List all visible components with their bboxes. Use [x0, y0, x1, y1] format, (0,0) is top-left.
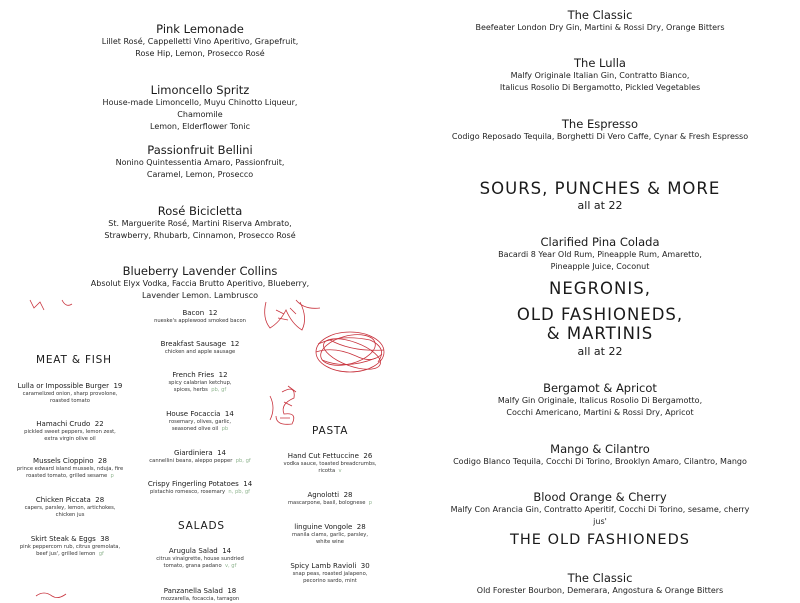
cocktail-desc: House-made Limoncello, Muyu Chinotto Liqueur, Chamomile: [102, 98, 298, 119]
menu-item-desc: manila clams, garlic, parsley,: [291, 532, 369, 538]
menu-item-desc: chicken and apple sausage: [164, 349, 236, 355]
menu-item: [135, 339, 265, 356]
cocktail-name: Bergamot & Apricot: [543, 381, 657, 395]
cocktail-desc: Codigo Blanco Tequila, Cocchi Di Torino, Brooklyn Amaro, Cilantro, Mango: [453, 457, 747, 466]
menu-item-desc: pistachio romesco, rosemary n, pb, gf: [150, 489, 250, 495]
menu-item-name: Panzanella Salad 18: [163, 587, 237, 595]
menu-item: [5, 534, 135, 558]
menu-item-name: Hand Cut Fettuccine 26: [287, 452, 373, 460]
menu-item-name: Giardiniera 14: [173, 449, 227, 457]
section-heading-pasta: PASTA: [312, 425, 349, 437]
menu-item-desc: beef jus', grilled lemon gf: [36, 551, 104, 557]
menu-item-desc: pink peppercorn rub, citrus gremolata,: [19, 544, 121, 550]
cocktail-desc: Rose Hip, Lemon, Prosecco Rosé: [135, 49, 265, 58]
cocktail-item: [85, 204, 315, 242]
cocktail-desc: Codigo Reposado Tequila, Borghetti Di Vero Caffe, Cynar & Fresh Espresso: [451, 132, 749, 141]
cocktail-desc: Strawberry, Rhubarb, Cinnamon, Prosecco Rosé: [104, 231, 296, 240]
cocktail-item: [450, 8, 750, 34]
menu-item-name: Spicy Lamb Ravioli 30: [290, 562, 370, 570]
menu-item-desc: spices, herbs pb, gf: [173, 387, 227, 393]
menu-item-desc: prince edward island mussels, nduja, fire: [16, 466, 124, 472]
menu-item-desc: roasted tomato: [50, 398, 90, 404]
section-subtitle: all at 22: [577, 199, 623, 212]
menu-item: [265, 522, 395, 546]
cocktail-desc: Absolut Elyx Vodka, Faccia Brutto Aperitivo, Blueberry,: [90, 279, 310, 288]
cocktail-name: Limoncello Spritz: [150, 83, 250, 97]
cocktail-item: [85, 264, 315, 302]
menu-item: [135, 546, 265, 570]
cocktail-name: The Espresso: [561, 117, 639, 131]
menu-item: [5, 381, 135, 405]
cocktail-item: [450, 442, 750, 468]
section-heading-cut-text: NEGRONIS,: [549, 279, 651, 298]
menu-item-desc: mozzarella, focaccia, tarragon: [160, 596, 240, 602]
menu-item: [265, 561, 395, 585]
section-heading-salads: SALADS: [178, 520, 225, 532]
menu-item-desc: pecorino sardo, mint: [303, 578, 357, 584]
cocktail-desc: Old Forester Bourbon, Demerara, Angostura & Orange Bitters: [476, 586, 724, 595]
cocktail-item: [450, 381, 750, 419]
menu-item-name: Arugula Salad 14: [168, 547, 232, 555]
cocktail-desc: Lemon, Elderflower Tonic: [150, 122, 250, 131]
menu-item-desc: nueske's applewood smoked bacon: [154, 318, 246, 324]
cocktail-desc: Nonino Quintessentia Amaro, Passionfruit,: [115, 158, 285, 167]
menu-item-name: Bacon 12: [182, 309, 218, 317]
cocktail-name: Passionfruit Bellini: [147, 143, 253, 157]
menu-item: [135, 479, 265, 496]
cocktail-item: [450, 56, 750, 94]
menu-item-name: Breakfast Sausage 12: [160, 340, 240, 348]
menu-item-desc: snap peas, roasted jalapeno,: [292, 571, 368, 577]
menu-item-name: Chicken Piccata 28: [35, 496, 105, 504]
cocktail-desc: Beefeater London Dry Gin, Martini & Rossi Dry, Orange Bitters: [475, 23, 725, 32]
cocktail-name: The Classic: [567, 8, 633, 22]
menu-item-name: House Focaccia 14: [166, 410, 234, 418]
menu-item: [135, 448, 265, 465]
section-heading-negronis-line: & MARTINIS: [546, 324, 654, 343]
menu-item-desc: spicy calabrian ketchup,: [168, 380, 232, 386]
menu-item-desc: ricotta v: [318, 468, 342, 474]
cocktail-name: Blood Orange & Cherry: [533, 490, 667, 504]
cocktail-desc: St. Marguerite Rosé, Martini Riserva Ambrato,: [108, 219, 292, 228]
food-menu-panel: [0, 300, 400, 600]
cocktail-item: [450, 571, 750, 597]
cocktail-name: The Classic: [567, 571, 633, 585]
section-heading-meat-fish: MEAT & FISH: [36, 354, 112, 366]
menu-item-name: Skirt Steak & Eggs 38: [30, 535, 110, 543]
menu-item-name: linguine Vongole 28: [294, 523, 366, 531]
cocktail-item: [450, 235, 750, 273]
cocktail-desc: Lillet Rosé, Cappelletti Vino Aperitivo, Grapefruit,: [101, 37, 299, 46]
menu-item-desc: caramelized onion, sharp provolone,: [22, 391, 118, 397]
menu-item-desc: seasoned olive oil pb: [171, 426, 229, 432]
menu-item: [135, 409, 265, 433]
cocktail-item: [450, 490, 750, 528]
menu-item: [135, 370, 265, 394]
cocktail-desc: Cocchi Americano, Martini & Rossi Dry, Apricot: [506, 408, 694, 417]
menu-item: [5, 456, 135, 480]
section-heading-cut: [450, 279, 750, 304]
cocktail-desc: Malfy Originale Italian Gin, Contratto Bianco,: [510, 71, 690, 80]
menu-item-desc: roasted tomato, grilled sesame p: [26, 473, 114, 479]
menu-item: [265, 490, 395, 507]
menu-item-name: Mussels Cioppino 28: [33, 457, 107, 465]
menu-item: [135, 586, 265, 603]
cocktail-desc: Malfy Con Arancia Gin, Contratto Aperitif, Cocchi Di Torino, sesame, cherry jus': [450, 505, 750, 526]
menu-item-desc: rosemary, olives, garlic,: [168, 419, 232, 425]
cocktail-name: The Lulla: [574, 56, 626, 70]
section-heading-negronis-line: OLD FASHIONEDS,: [516, 305, 684, 324]
menu-item-desc: extra virgin olive oil: [44, 436, 96, 442]
menu-item: [5, 419, 135, 443]
cocktail-desc: Pineapple Juice, Coconut: [550, 262, 650, 271]
menu-item: [265, 451, 395, 475]
cocktail-name: Clarified Pina Colada: [540, 235, 660, 249]
menu-item-desc: pickled sweet peppers, lemon zest,: [24, 429, 116, 435]
menu-item-desc: white wine: [315, 539, 344, 545]
menu-item: [5, 495, 135, 519]
cocktail-item: [450, 117, 750, 143]
menu-item-name: Lulla or Impossible Burger 19: [17, 382, 123, 390]
menu-item-name: French Fries 12: [172, 371, 228, 379]
cocktail-desc: Malfy Gin Originale, Italicus Rosolio Di Bergamotto,: [497, 396, 703, 405]
menu-item-desc: mascarpone, basil, bolognese p: [287, 500, 373, 506]
cocktail-desc: Italicus Rosolio Di Bergamotto, Pickled Vegetables: [499, 83, 701, 92]
menu-item-name: Crispy Fingerling Potatoes 14: [147, 480, 253, 488]
menu-item-name: Hamachi Crudo 22: [36, 420, 104, 428]
menu-item-desc: citrus vinaigrette, house sundried: [156, 556, 244, 562]
cocktail-name: Pink Lemonade: [156, 22, 244, 36]
cocktail-item: [85, 83, 315, 133]
menu-item-desc: tomato, grana padano v, gf: [163, 563, 237, 569]
menu-item-desc: capers, parsley, lemon, artichokes,: [24, 505, 116, 511]
cocktail-desc: Bacardi 8 Year Old Rum, Pineapple Rum, Amaretto,: [498, 250, 702, 259]
section-subtitle: all at 22: [577, 345, 623, 358]
menu-item-desc: vodka sauce, toasted breadcrumbs,: [283, 461, 377, 467]
menu-item-desc: chicken jus: [55, 512, 85, 518]
cocktail-name: Rosé Bicicletta: [157, 204, 243, 218]
section-heading-old-fashioneds: THE OLD FASHIONEDS: [510, 532, 690, 548]
cocktail-name: Mango & Cilantro: [550, 442, 650, 456]
cocktail-name: Blueberry Lavender Collins: [122, 264, 278, 278]
menu-item-name: Agnolotti 28: [307, 491, 353, 499]
section-heading-sours: SOURS, PUNCHES & MORE: [479, 179, 721, 198]
menu-item: [135, 308, 265, 325]
cocktail-desc: Lavender Lemon. Lambrusco: [141, 291, 259, 300]
menu-item-desc: cannellini beans, aleppo pepper pb, gf: [149, 458, 251, 464]
cocktail-item: [85, 22, 315, 60]
cocktail-desc: Caramel, Lemon, Prosecco: [146, 170, 254, 179]
cocktail-item: [85, 143, 315, 181]
